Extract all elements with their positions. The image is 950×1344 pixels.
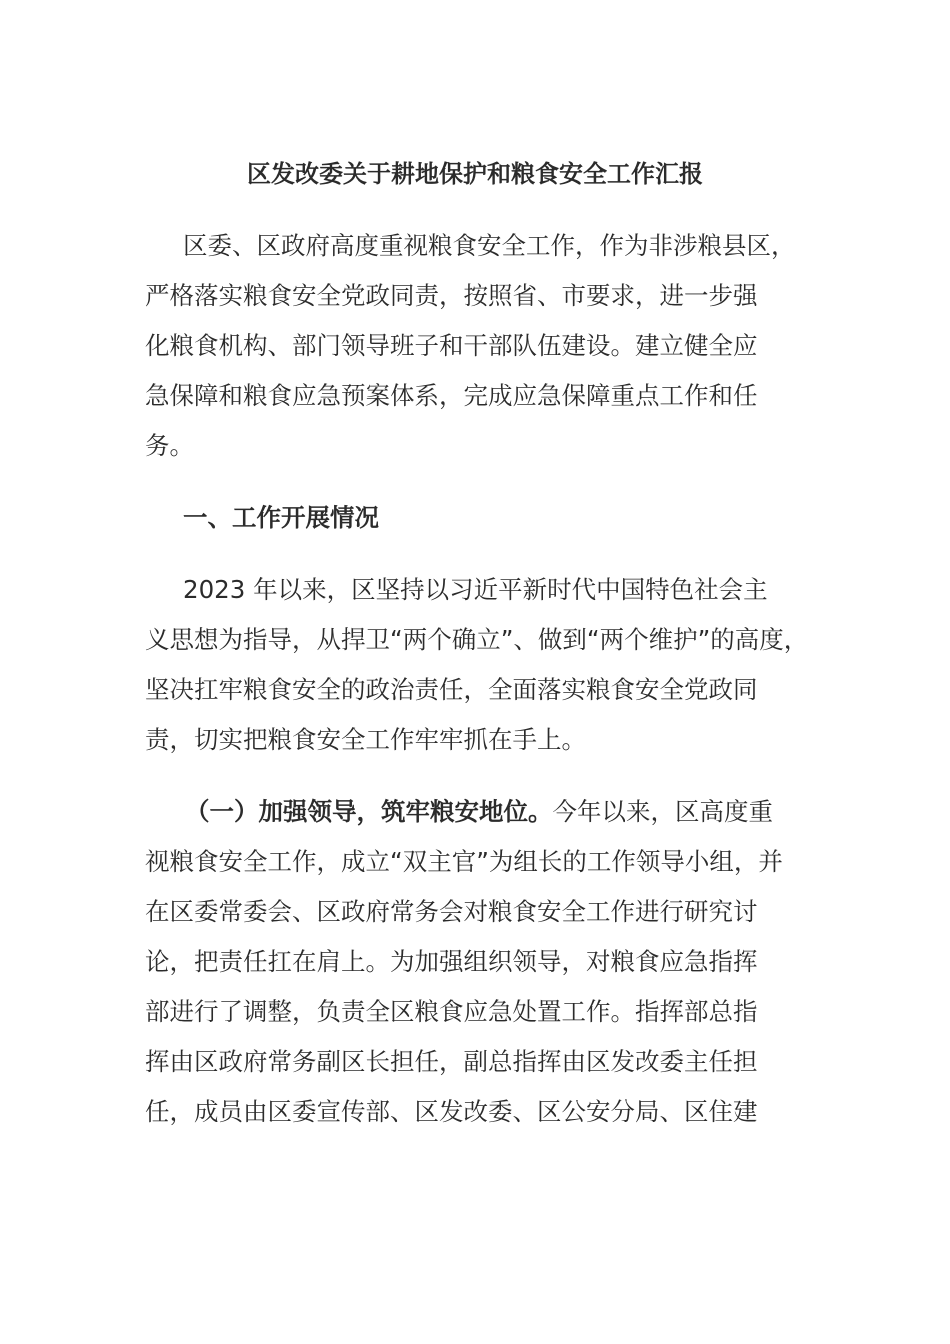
intro-line-4: 急保障和粮食应急预案体系，完成应急保障重点工作和任 (145, 381, 758, 410)
subsection1-line-2: 视粮食安全工作，成立“双主官”为组长的工作领导小组，并 (145, 847, 783, 876)
intro-line-2: 严格落实粮食安全党政同责，按照省、市要求，进一步强 (145, 281, 758, 310)
section1-line-3: 坚决扛牢粮食安全的政治责任，全面落实粮食安全党政同 (145, 675, 758, 704)
subsection1-line-7: 任，成员由区委宣传部、区发改委、区公安分局、区住建 (145, 1097, 758, 1126)
subsection1-line-3: 在区委常委会、区政府常务会对粮食安全工作进行研究讨 (145, 897, 758, 926)
section1-line-4: 责，切实把粮食安全工作牢牢抓在手上。 (145, 725, 586, 754)
document-title: 区发改委关于耕地保护和粮食安全工作汇报 (247, 160, 703, 188)
section1-line-1: 2023 年以来，区坚持以习近平新时代中国特色社会主 (183, 575, 768, 604)
section-heading: 一、工作开展情况 (183, 503, 379, 532)
intro-line-1: 区委、区政府高度重视粮食安全工作，作为非涉粮县区， (183, 231, 796, 260)
subsection-heading: （一）加强领导，筑牢粮安地位。 (185, 797, 553, 826)
section1-line-2: 义思想为指导，从捍卫“两个确立”、做到“两个维护”的高度， (145, 625, 809, 654)
subsection1-first-line (185, 794, 773, 830)
subsection1-line-6: 挥由区政府常务副区长担任，副总指挥由区发改委主任担 (145, 1047, 758, 1076)
intro-line-5: 务。 (145, 431, 194, 460)
subsection1-first-line-text: 今年以来，区高度重 (552, 797, 773, 826)
subsection1-line-5: 部进行了调整，负责全区粮食应急处置工作。指挥部总指 (145, 997, 758, 1026)
subsection1-line-4: 论，把责任扛在肩上。为加强组织领导，对粮食应急指挥 (145, 947, 758, 976)
intro-line-3: 化粮食机构、部门领导班子和干部队伍建设。建立健全应 (145, 331, 758, 360)
